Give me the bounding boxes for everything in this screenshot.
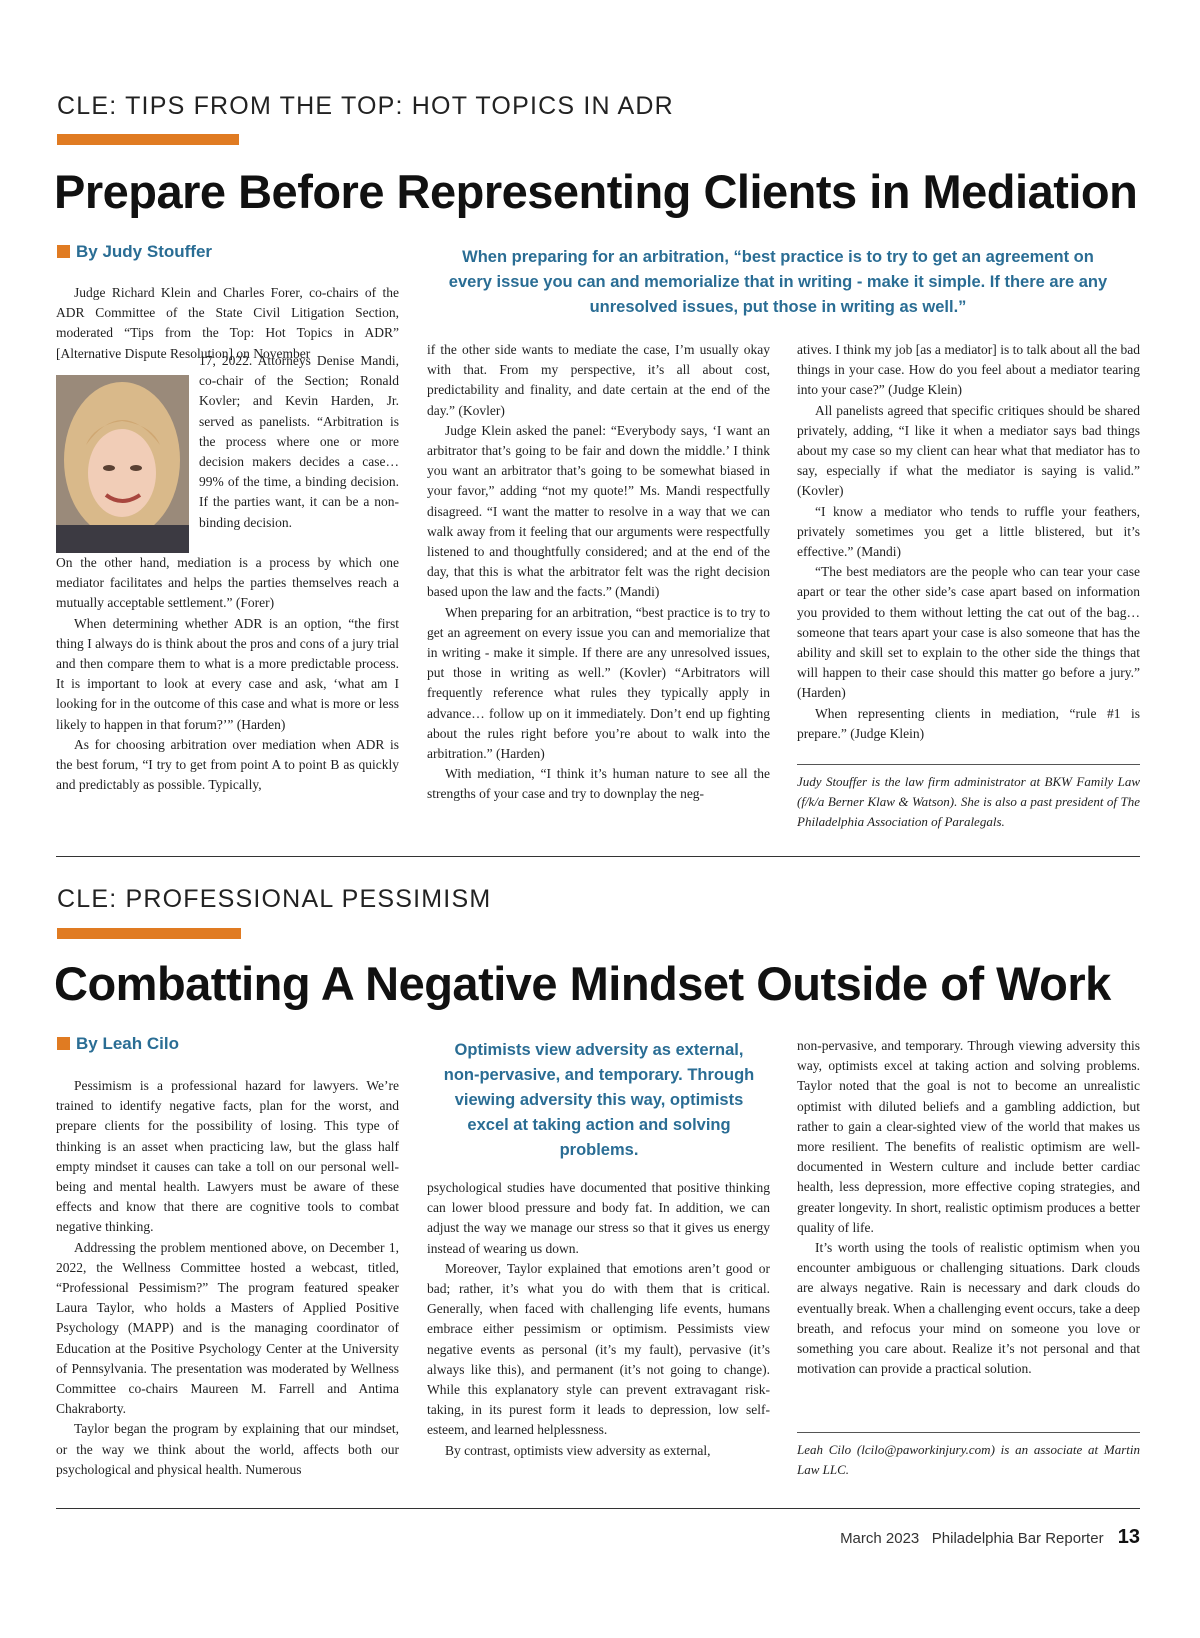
section-divider (56, 856, 1140, 857)
paragraph: When preparing for an arbitration, “best practice is to try to get an agreement on every issue you can and memorialize that in writing - make it simple. If there are any unresolved issues, put those in writing as well.” (Kovler) “Arbitrators will frequently reference what rules they typically apply in advance… follow up on it immediately. Don’t end up fighting about the rules right before you’re about to walk into the arbitration.” (Harden) (427, 604, 770, 762)
paragraph: Pessimism is a professional hazard for lawyers. We’re trained to identify negative facts, plan for the worst, and prepare clients for the possibility of losing. This type of thinking is an asset when practicing law, but the glass half empty mindset it causes can take a toll on our personal well-being and mental health. Lawyers must be aware of these effects and know that there are cognitive tools to combat negative thinking. (56, 1078, 399, 1235)
paragraph: As for choosing arbitration over mediation when ADR is the best forum, “I try to get from point A to point B as quickly and predictably as possible. Typically, (56, 736, 399, 793)
author-bio-stouffer: Judy Stouffer is the law firm administrator at BKW Family Law (f/k/a Berner Klaw & Watson). She is also a past president of The Philadelphia Association of Paralegals. (797, 774, 1140, 829)
article1-column-1-wrap (199, 351, 399, 533)
paragraph: 17, 2022. Attorneys Denise Mandi, co-chair of the Section; Ronald Kovler; and Kevin Harden, Jr. served as panelists. “Arbitration is the process where one or more decision makers decides a case… 99% of the time, a binding decision. If the parties want, it can be a non-binding decision. (199, 353, 399, 530)
article2-column-2 (427, 1178, 770, 1461)
paragraph: It’s worth using the tools of realistic optimism when you encounter ambiguous or challenging situations. Dark clouds are always negative. Rain is necessary and dark clouds do eventually break. When a challenging event occurs, take a deep breath, and refocus your mind on someone you love or something you care about. Realize it’s not personal and that motivation can provide a practical solution. (797, 1240, 1140, 1377)
article2-column-3 (797, 1036, 1140, 1379)
bio-divider (797, 764, 1140, 765)
paragraph: All panelists agreed that specific critiques should be shared privately, adding, “I like it when a mediator says bad things about my case so my client can hear what that mediator has to say, especially if what the mediator is saying is valid.” (Kovler) (797, 402, 1140, 499)
page-footer (840, 1526, 1140, 1549)
byline-cilo (57, 1034, 179, 1054)
footer-issue: March 2023 (840, 1530, 920, 1547)
footer-publication: Philadelphia Bar Reporter (931, 1530, 1104, 1547)
byline-text: By Judy Stouffer (76, 242, 213, 261)
author-photo-stouffer (56, 375, 189, 553)
paragraph: “The best mediators are the people who can tear your case apart or tear the other side’s case apart based on information you provided to them without letting the cat out of the bag… someone that tears apart your case is also someone that has the ability and skill set to explain to the other side the things that will happen to their case should this matter go before a jury.” (Harden) (797, 564, 1140, 701)
paragraph: psychological studies have documented that positive thinking can lower blood pressure and body fat. In addition, we can adjust the way we manage our stress so that it gives us energy instead of wearing us down. (427, 1180, 770, 1256)
paragraph: With mediation, “I think it’s human nature to see all the strengths of your case and try to downplay the neg- (427, 766, 770, 802)
article-title-mediation: Prepare Before Representing Clients in Mediation (54, 165, 1138, 218)
paragraph: non-pervasive, and temporary. Through viewing adversity this way, optimists excel at taking action and solving problems. Taylor noted that the goal is not to become an unrealistic optimist with diluted beliefs and a gambling addiction, but rather to gain a clear-sighted view of the world that makes us more resilient. The benefits of realistic optimism are well-documented in Western culture and include better cardiac health, less depression, more effective coping strategies, and greater longevity. In short, realistic optimism produces a better quality of life. (797, 1038, 1140, 1235)
article-title-mindset: Combatting A Negative Mindset Outside of Work (54, 957, 1111, 1010)
byline-square-icon (57, 1037, 70, 1050)
byline-stouffer (57, 242, 212, 262)
portrait-illustration (56, 375, 189, 553)
paragraph: On the other hand, mediation is a process by which one mediator facilitates and helps the parties themselves reach a mutually acceptable settlement.” (Forer) (56, 555, 399, 611)
kicker-underline-bar (57, 928, 241, 939)
article1-column-1-lower (56, 553, 399, 795)
paragraph: When representing clients in mediation, “rule #1 is prepare.” (Judge Klein) (797, 705, 1140, 741)
paragraph: Taylor began the program by explaining that our mindset, or the way we think about the world, affects both our psychological and physical health. Numerous (56, 1421, 399, 1477)
section-kicker-pessimism: CLE: PROFESSIONAL PESSIMISM (57, 885, 492, 913)
byline-text: By Leah Cilo (76, 1034, 179, 1053)
paragraph: Moreover, Taylor explained that emotions aren’t good or bad; rather, it’s what you do with them that is critical. Generally, when faced with challenging life events, humans embrace either pessimism or optimism. Pessimists view negative events as personal (it’s my fault), pervasive (it’s always like this), and permanent (it’s not going to change). While this explanatory style can prevent extravagant risk-taking, in its purest form it leads to depression, low self-esteem, and learned helplessness. (427, 1260, 770, 1438)
paragraph: atives. I think my job [as a mediator] is to talk about all the bad things in your case. How do you feel about a mediator tearing into your case?” (Judge Klein) (797, 342, 1140, 398)
pull-quote-arbitration: When preparing for an arbitration, “best practice is to try to get an agreement on every issue you can and memorialize that in writing - make it simple. If there are any unresolved issues, put those in writing as well.” (448, 248, 1108, 316)
paragraph: if the other side wants to mediate the case, I’m usually okay with that. From my perspective, it’s all about cost, predictability and finality, and date certain at the end of the day.” (Kovler) (427, 342, 770, 418)
author-bio-cilo: Leah Cilo (lcilo@paworkinjury.com) is an associate at Martin Law LLC. (797, 1442, 1140, 1477)
paragraph: Judge Richard Klein and Charles Forer, co-chairs of the ADR Committee of the State Civil Litigation Section, moderated “Tips from the Top: Hot Topics in ADR” [Alternative Dispute Resolution] on November (56, 285, 399, 361)
page-number: 13 (1117, 1526, 1140, 1548)
paragraph: By contrast, optimists view adversity as external, (445, 1442, 711, 1458)
paragraph: Judge Klein asked the panel: “Everybody says, ‘I want an arbitrator that’s going to be fair and down the middle.’ I think you want an arbitrator that’s going to be somewhat biased in your favor,” adding “not my quote!” Ms. Mandi respectfully disagreed. “I want the matter to resolve in a way that we can walk away from it feeling that our arguments were respectfully listened to and thoughtfully considered; and at the end of the day, that this is what the arbitrator felt was the right decision based upon the law and the facts.” (Mandi) (427, 422, 770, 600)
footer-divider (56, 1508, 1140, 1509)
paragraph: Addressing the problem mentioned above, on December 1, 2022, the Wellness Committee hosted a webcast, titled, “Professional Pessimism?” The program featured speaker Laura Taylor, who holds a Masters of Applied Positive Psychology (MAPP) and is the managing coordinator of Education at the Positive Psychology Center at the University of Pennsylvania. The presentation was moderated by Wellness Committee co-chairs Maureen M. Farrell and Antima Chakraborty. (56, 1239, 399, 1417)
section-kicker-adr: CLE: TIPS FROM THE TOP: HOT TOPICS IN ADR (57, 92, 674, 120)
byline-square-icon (57, 245, 70, 258)
article2-column-1 (56, 1076, 399, 1480)
article1-column-2 (427, 340, 770, 805)
paragraph: When determining whether ADR is an option, “the first thing I always do is think about the pros and cons of a jury trial and then compare them to what is a more predictable process. It is important to look at every case and ask, ‘what am I looking for in the outcome of this case and what is more or less likely to happen in that forum?’” (Harden) (56, 615, 399, 732)
bio-divider (797, 1432, 1140, 1433)
kicker-underline-bar (57, 134, 239, 145)
paragraph: “I know a mediator who tends to ruffle your feathers, privately sometimes you get a little blistered, but it’s effective.” (Mandi) (797, 503, 1140, 560)
pull-quote-optimists: Optimists view adversity as external, non-pervasive, and temporary. Through viewing adversity this way, optimists excel at taking action and solving problems. (443, 1041, 755, 1159)
article1-column-3 (797, 340, 1140, 744)
